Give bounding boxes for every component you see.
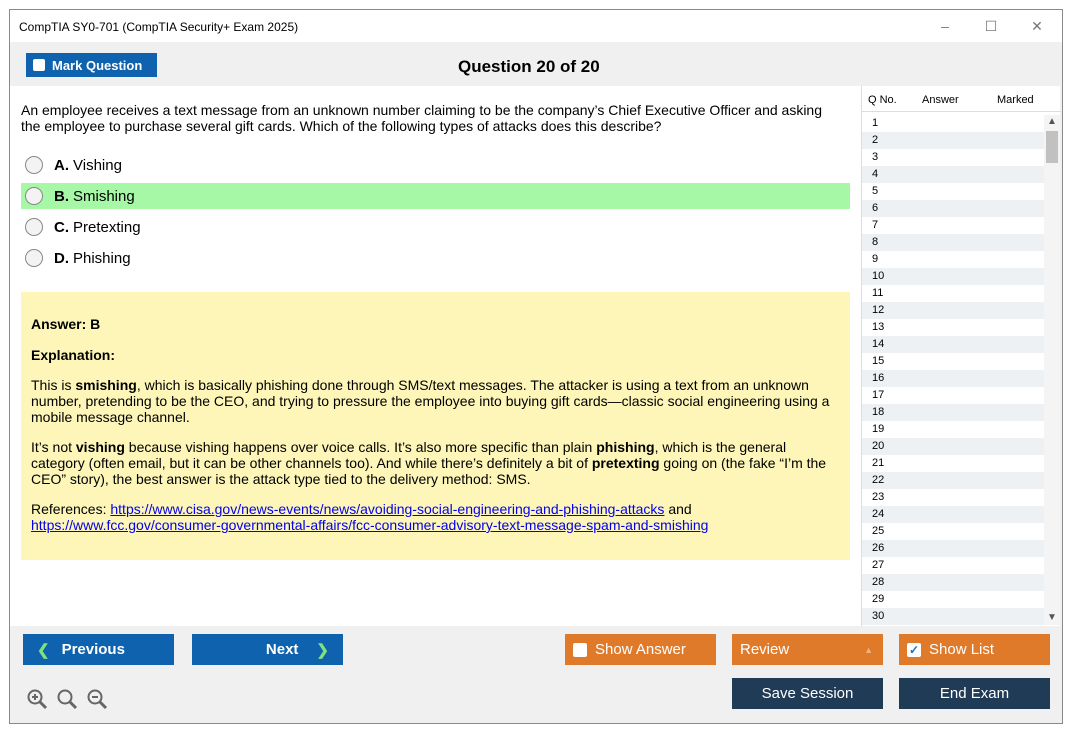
question-list-row[interactable]: 22 (862, 472, 1045, 489)
question-list-row[interactable]: 11 (872, 287, 884, 299)
mark-question-button[interactable] (26, 53, 157, 77)
zoom-reset-icon[interactable] (56, 688, 78, 710)
question-list-row[interactable]: 13 (872, 321, 885, 333)
explanation-heading: Explanation: (31, 347, 116, 363)
question-list-row[interactable]: 28 (862, 574, 1045, 591)
question-list-row[interactable]: 2 (862, 132, 1045, 149)
question-list-row[interactable]: 10 (862, 268, 1045, 285)
term-smishing: smishing (75, 377, 137, 393)
question-list-row[interactable]: 23 (872, 491, 885, 503)
question-list-row[interactable]: 17 (872, 389, 885, 401)
scrollbar[interactable] (1044, 115, 1060, 625)
option-a[interactable] (21, 152, 850, 178)
references-label: References: (31, 501, 111, 517)
option-letter: C. (54, 218, 69, 236)
question-list-row[interactable]: 27 (872, 559, 885, 571)
question-list-row[interactable]: 1 (872, 117, 879, 129)
chevron-left-icon: ❮ (37, 641, 50, 659)
maximize-icon[interactable]: ☐ (984, 18, 998, 34)
text: , which is basically phishing done through SMS/text messages. The attacker is using a text from an unknown number, pretending to be the CEO, and trying to pressure the employee into buying gift cards—classic social engineering using a mobile message channel. (31, 377, 830, 425)
question-list-row[interactable]: 18 (862, 404, 1045, 421)
previous-button[interactable] (23, 634, 174, 665)
zoom-out-icon[interactable] (86, 688, 108, 710)
question-list-row[interactable]: 12 (862, 302, 1045, 319)
text: because vishing happens over voice calls. It’s also more specific than plain (124, 439, 597, 455)
scroll-down-icon[interactable]: ▼ (1047, 612, 1057, 623)
term-vishing: vishing (75, 439, 125, 455)
text: going on (the fake “I’m the CEO” story), the best answer is the attack type tied to the delivery method: SMS. (31, 455, 827, 487)
question-list-header (862, 86, 1061, 112)
answer-line: Answer: B (31, 316, 101, 332)
option-b[interactable] (21, 183, 850, 209)
reference-link-cisa[interactable]: https://www.cisa.gov/news-events/news/avoiding-social-engineering-and-phishing-attacks (110, 501, 665, 517)
question-list-panel (861, 86, 1060, 626)
chevron-up-icon: ▲ (864, 644, 873, 655)
question-list-row[interactable]: 30 (862, 608, 1045, 625)
question-list-row[interactable]: 14 (862, 336, 1045, 353)
next-label: Next (265, 641, 299, 658)
question-list-row[interactable]: 29 (872, 593, 885, 605)
scroll-thumb[interactable] (1046, 131, 1058, 163)
question-pane (10, 86, 861, 626)
term-phishing: phishing (596, 439, 655, 455)
explanation-paragraph-1 (31, 377, 840, 425)
question-list-row[interactable]: 4 (862, 166, 1045, 183)
mark-question-label: Mark Question (52, 57, 143, 73)
radio-icon[interactable] (25, 187, 43, 205)
checkbox-icon (33, 59, 45, 71)
checkbox-checked-icon: ✓ (908, 642, 920, 657)
radio-icon[interactable] (25, 249, 43, 267)
option-d[interactable] (21, 245, 850, 271)
question-list-row[interactable]: 15 (872, 355, 885, 367)
radio-icon[interactable] (25, 218, 43, 236)
question-text: An employee receives a text message from an unknown number claiming to be the company’s Chief Executive Officer and asking the employee to purchase several gift cards. Which of the following types of attacks does this describe? (21, 102, 823, 134)
close-icon[interactable]: ✕ (1031, 18, 1043, 34)
option-text: Pretexting (73, 218, 141, 236)
question-list-row[interactable]: 7 (872, 219, 879, 231)
question-list (862, 115, 1045, 625)
references (31, 501, 840, 533)
question-list-row[interactable]: 19 (872, 423, 885, 435)
app-window (9, 9, 1063, 724)
question-list-row[interactable]: 3 (872, 151, 879, 163)
question-header (10, 42, 1062, 86)
question-list-row[interactable]: 9 (872, 253, 879, 265)
scroll-up-icon[interactable]: ▲ (1047, 116, 1057, 127)
option-text: Smishing (73, 187, 135, 205)
question-title: Question 20 of 20 (458, 57, 600, 76)
review-label: Review (740, 641, 790, 658)
col-marked: Marked (997, 94, 1034, 106)
zoom-in-icon[interactable] (26, 688, 48, 710)
save-session-button[interactable]: Save Session (732, 678, 883, 709)
minimize-icon[interactable]: – (941, 18, 949, 34)
option-c[interactable] (21, 214, 850, 240)
review-dropdown[interactable] (732, 634, 883, 665)
text: It’s not (31, 439, 76, 455)
question-list-row[interactable]: 24 (862, 506, 1045, 523)
window-title: CompTIA SY0-701 (CompTIA Security+ Exam 2025) (19, 20, 299, 34)
checkbox-icon (573, 643, 587, 657)
title-bar (10, 10, 1062, 42)
option-text: Vishing (73, 156, 122, 174)
end-exam-button[interactable]: End Exam (899, 678, 1050, 709)
question-list-row[interactable]: 16 (862, 370, 1045, 387)
question-list-row[interactable]: 21 (872, 457, 885, 469)
next-button[interactable] (192, 634, 343, 665)
option-letter: D. (54, 249, 69, 267)
radio-icon[interactable] (25, 156, 43, 174)
question-list-row[interactable]: 20 (862, 438, 1045, 455)
option-letter: B. (54, 187, 69, 205)
text: and (664, 501, 692, 517)
explanation-panel (21, 292, 850, 560)
question-list-row[interactable]: 8 (862, 234, 1045, 251)
text: This is (31, 377, 76, 393)
show-answer-label: Show Answer (595, 641, 686, 658)
option-letter: A. (54, 156, 69, 174)
previous-label: Previous (61, 641, 125, 658)
question-list-row[interactable]: 6 (862, 200, 1045, 217)
col-answer: Answer (922, 94, 959, 106)
question-list-row[interactable]: 25 (872, 525, 885, 537)
question-list-row[interactable]: 26 (862, 540, 1045, 557)
question-list-row[interactable]: 5 (872, 185, 879, 197)
show-list-label: Show List (929, 641, 995, 658)
explanation-paragraph-2 (31, 439, 840, 487)
term-pretexting: pretexting (591, 455, 660, 471)
show-answer-button[interactable] (565, 634, 716, 665)
col-qno: Q No. (868, 94, 897, 106)
option-text: Phishing (73, 249, 131, 267)
text: , which is the general category (often email, but it can be other channels too). And while there’s definitely a bit of (31, 439, 787, 471)
reference-link-fcc[interactable]: https://www.fcc.gov/consumer-governmental-affairs/fcc-consumer-advisory-text-message-spam-and-smishing (31, 517, 709, 533)
show-list-button[interactable] (899, 634, 1050, 665)
chevron-right-icon: ❯ (316, 641, 329, 659)
